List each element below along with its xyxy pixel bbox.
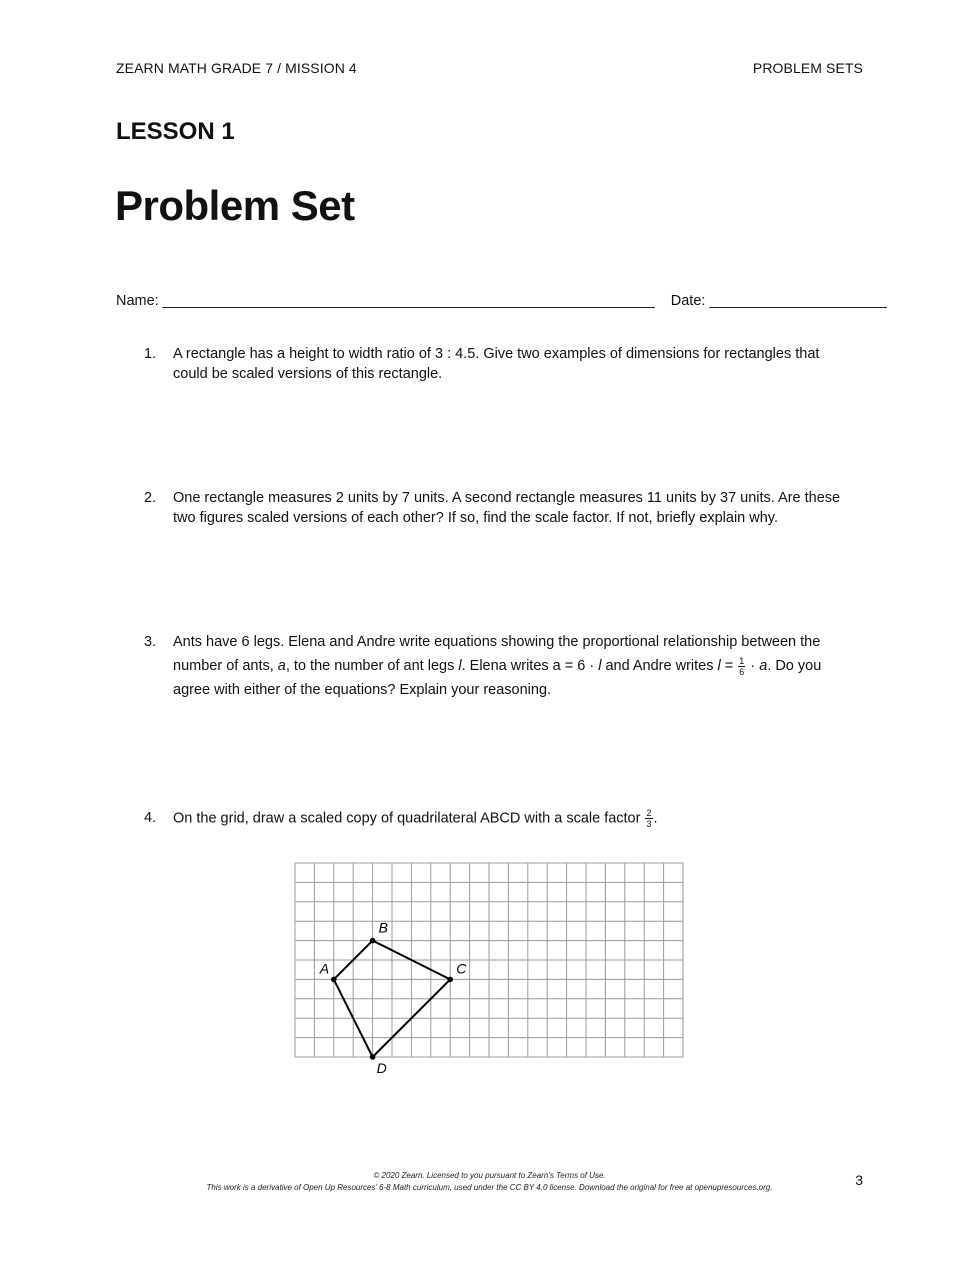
name-date-line: Name: _____________________________________________________________ Date: ______________________	[116, 293, 887, 309]
footer	[150, 1170, 829, 1194]
problem-number: 1.	[144, 346, 157, 362]
vertex-b-point	[370, 938, 376, 944]
footer-license: This work is a derivative of Open Up Resources’ 6-8 Math curriculum, used under the CC BY 4.0 license. Download the original for free at openupresources.org.	[206, 1183, 773, 1192]
fraction-two-thirds: $\frac{2}{3}$	[646, 808, 652, 829]
problem-number: 3.	[144, 634, 157, 650]
vertex-d-label: D	[376, 1060, 387, 1076]
vertex-b-label: B	[378, 919, 388, 936]
problem-number: 2.	[144, 490, 157, 506]
problem-text: A rectangle has a height to width ratio of 3 : 4.5. Give two examples of dimensions for rectangles that could be scaled versions of this rectangle.	[173, 346, 820, 382]
page-title: Problem Set	[115, 182, 355, 229]
problem-text: On the grid, draw a scaled copy of quadrilateral ABCD with a scale factor $\frac{2}{3}$ .	[173, 808, 658, 829]
problem-text: One rectangle measures 2 units by 7 units. A second rectangle measures 11 units by 37 units. Are these two figures scaled versions of each other? If so, find the scale factor. If not, briefly explain why.	[173, 490, 841, 526]
problem-number: 4.	[144, 810, 157, 826]
vertex-a-label: A	[319, 960, 330, 977]
quadrilateral-grid	[294, 862, 684, 1076]
footer-copyright: © 2020 Zearn. Licensed to you pursuant to Zearn’s Terms of Use.	[373, 1171, 606, 1180]
header-left: ZEARN MATH GRADE 7 / MISSION 4	[116, 60, 357, 76]
page-number: 3	[855, 1172, 863, 1188]
vertex-d-point	[370, 1054, 376, 1060]
header-right: PROBLEM SETS	[752, 60, 863, 76]
problem-text: Ants have 6 legs. Elena and Andre write equations showing the proportional relationship between the number of ants, a, to the number of ant legs l. Elena writes a = 6 · l and Andre writes l = $\frac{1}{6}$ · a. Do you agree with either of the equations? Explain your reasoning.	[173, 634, 822, 698]
lesson-label: LESSON 1	[116, 118, 235, 145]
vertex-c-point	[447, 977, 453, 983]
vertex-c-label: C	[456, 960, 467, 977]
vertex-a-point	[331, 977, 337, 983]
fraction-one-sixth: $\frac{1}{6}$	[739, 655, 745, 677]
